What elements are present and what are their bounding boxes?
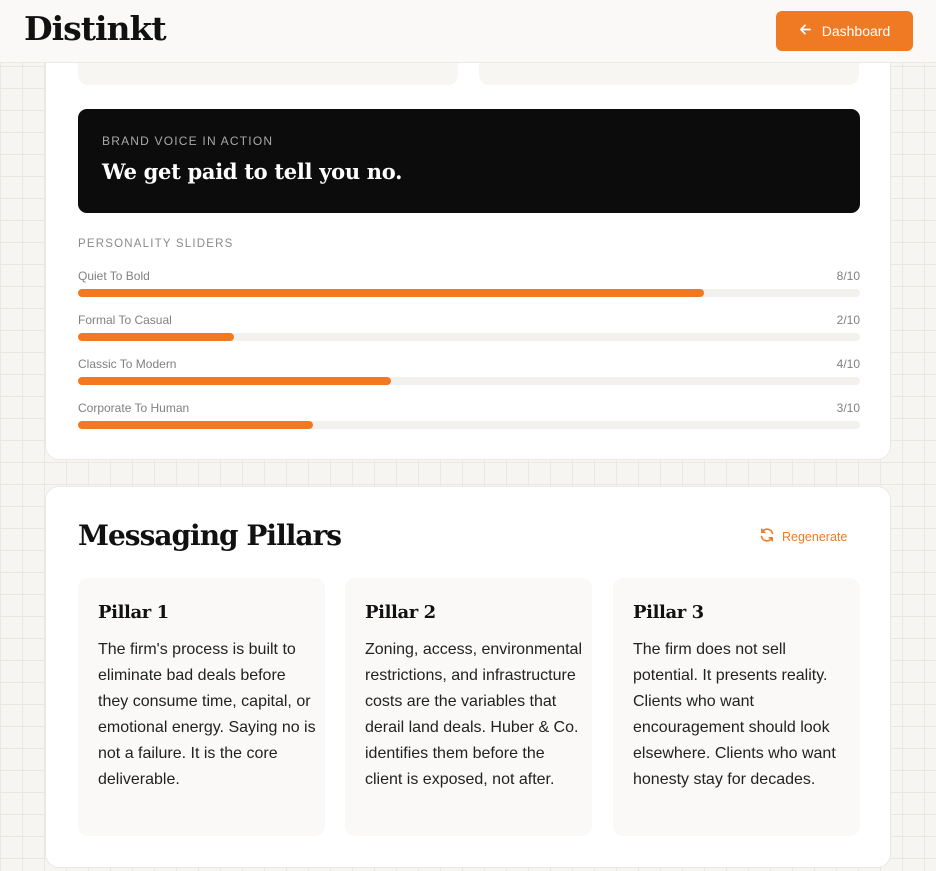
top-bar [0,0,936,63]
pillar-card-3 [613,578,860,836]
dashboard-button[interactable] [776,11,913,51]
slider-track [78,421,860,429]
slider-label: Corporate To Human [78,401,190,415]
slider-label: Quiet To Bold [78,269,150,283]
messaging-pillars-card [45,486,891,868]
pillar-title: Pillar 2 [365,602,436,623]
slider-fill [78,421,313,429]
brand-logo[interactable]: Distinkt [24,9,166,48]
slider-label: Formal To Casual [78,313,172,327]
collapsed-panel-left [78,61,458,85]
brand-voice-label: BRAND VOICE IN ACTION [102,134,274,148]
brand-voice-panel [78,109,860,213]
collapsed-panel-right [479,61,859,85]
brand-voice-card [45,20,891,460]
slider-value: 4/10 [836,357,860,371]
slider-track [78,377,860,385]
pillar-title: Pillar 1 [98,602,169,623]
slider-track [78,333,860,341]
regenerate-button[interactable] [759,527,847,546]
messaging-pillars-title: Messaging Pillars [78,519,341,552]
slider-value: 3/10 [836,401,860,415]
slider-value: 2/10 [836,313,860,327]
slider-value: 8/10 [836,269,860,283]
slider-classic-to-modern [78,357,860,387]
slider-track [78,289,860,297]
regenerate-label: Regenerate [782,529,848,544]
refresh-icon [759,527,775,546]
pillar-card-1 [78,578,325,836]
slider-fill [78,289,704,297]
arrow-left-icon [799,23,812,39]
pillar-text: Zoning, access, environmental restrictions, and infrastructure costs are the variables that derail land deals. Huber & Co. identifies them before the client is exposed, not after. [365,641,582,788]
slider-formal-to-casual [78,313,860,343]
pillar-title: Pillar 3 [633,602,704,623]
pillar-text: The firm does not sell potential. It presents reality. Clients who want encouragement should look elsewhere. Clients who want honesty stay for decades. [633,641,836,788]
slider-quiet-to-bold [78,269,860,299]
personality-sliders-title: PERSONALITY SLIDERS [78,238,234,250]
slider-label: Classic To Modern [78,357,177,371]
slider-fill [78,333,234,341]
pillar-card-2 [345,578,592,836]
slider-fill [78,377,391,385]
dashboard-button-label: Dashboard [821,23,891,39]
brand-voice-quote: We get paid to tell you no. [102,159,403,184]
pillar-text: The firm's process is built to eliminate bad deals before they consume time, capital, or emotional energy. Saying no is not a failure. It is the core deliverable. [98,641,316,788]
slider-corporate-to-human [78,401,860,431]
